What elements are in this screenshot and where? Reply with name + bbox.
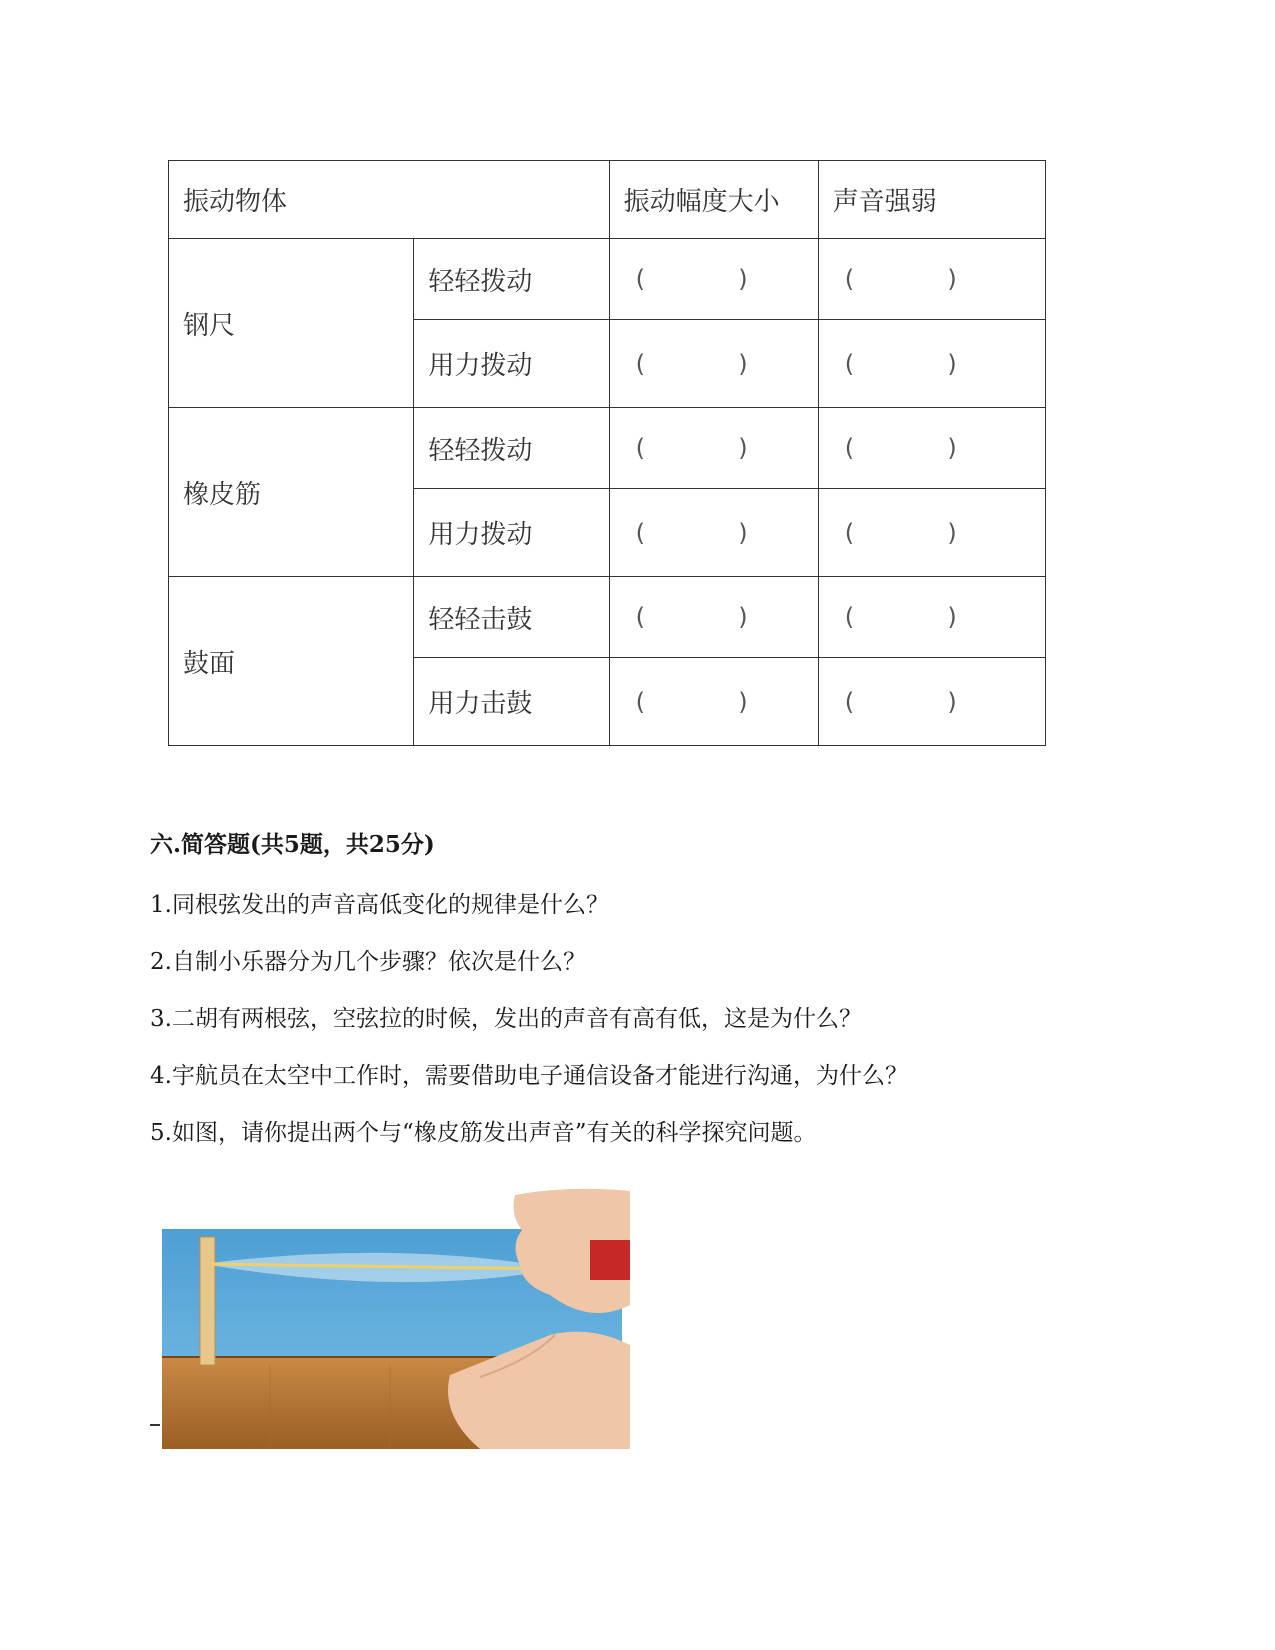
header-object: 振动物体 [169, 161, 610, 239]
action-cell: 用力击鼓 [414, 658, 609, 746]
action-cell: 用力拨动 [414, 489, 609, 577]
rubber-band-photo [150, 1185, 630, 1450]
question-3: 3.二胡有两根弦，空弦拉的时候，发出的声音有高有低，这是为什么？ [150, 1006, 862, 1032]
object-cell: 钢尺 [169, 239, 414, 408]
table-row [169, 408, 1046, 489]
vibration-table [168, 160, 1046, 746]
section-title: 六.简答题(共5题，共25分) [150, 831, 435, 858]
header-loudness: 声音强弱 [818, 161, 1045, 239]
table-row [169, 577, 1046, 658]
question-1: 1.同根弦发出的声音高低变化的规律是什么？ [150, 892, 609, 918]
amplitude-blank[interactable]: ( ) [609, 408, 818, 489]
question-5: 5.如图，请你提出两个与“橡皮筋发出声音”有关的科学探究问题。 [150, 1120, 817, 1146]
header-amplitude: 振动幅度大小 [609, 161, 818, 239]
object-cell: 鼓面 [169, 577, 414, 746]
amplitude-blank[interactable]: ( ) [609, 239, 818, 320]
amplitude-blank[interactable]: ( ) [609, 489, 818, 577]
amplitude-blank[interactable]: ( ) [609, 320, 818, 408]
table-header-row [169, 161, 1046, 239]
wooden-peg [200, 1237, 215, 1365]
action-cell: 轻轻拨动 [414, 239, 609, 320]
red-clip [590, 1240, 630, 1280]
object-cell: 橡皮筋 [169, 408, 414, 577]
loudness-blank[interactable]: ( ) [818, 320, 1045, 408]
action-cell: 用力拨动 [414, 320, 609, 408]
table-row [169, 239, 1046, 320]
loudness-blank[interactable]: ( ) [818, 658, 1045, 746]
action-cell: 轻轻拨动 [414, 408, 609, 489]
loudness-blank[interactable]: ( ) [818, 239, 1045, 320]
question-4: 4.宇航员在太空中工作时，需要借助电子通信设备才能进行沟通，为什么？ [150, 1063, 908, 1089]
question-2: 2.自制小乐器分为几个步骤？依次是什么？ [150, 949, 586, 975]
loudness-blank[interactable]: ( ) [818, 577, 1045, 658]
amplitude-blank[interactable]: ( ) [609, 577, 818, 658]
action-cell: 轻轻击鼓 [414, 577, 609, 658]
loudness-blank[interactable]: ( ) [818, 489, 1045, 577]
amplitude-blank[interactable]: ( ) [609, 658, 818, 746]
loudness-blank[interactable]: ( ) [818, 408, 1045, 489]
